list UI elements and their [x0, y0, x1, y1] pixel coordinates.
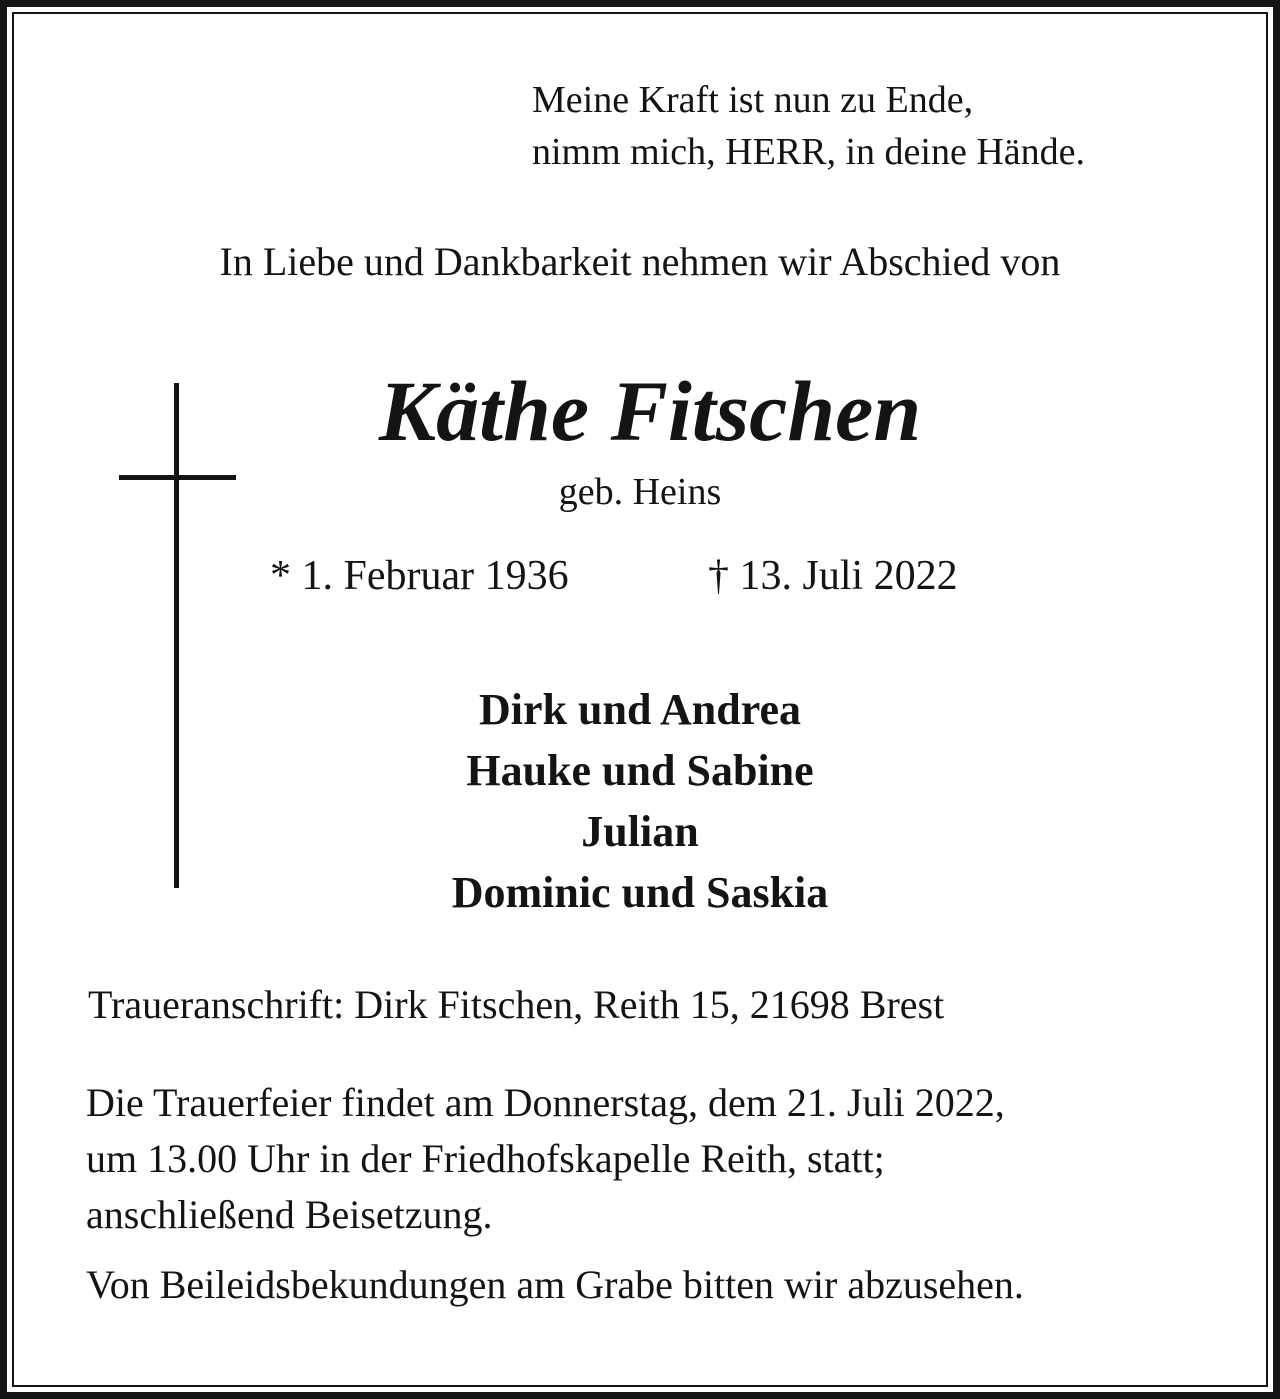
birth-name: geb. Heins: [558, 471, 722, 513]
verse-line-2: nimm mich, HERR, in deine Hände.: [532, 131, 1086, 173]
deceased-name: Käthe Fitschen: [378, 363, 922, 459]
ceremony-line-2: um 13.00 Uhr in der Friedhofskapelle Reith, statt;: [86, 1136, 885, 1181]
verse-line-1: Meine Kraft ist nun zu Ende,: [532, 79, 974, 121]
ceremony-line-3: anschließend Beisetzung.: [86, 1192, 493, 1237]
mourner-line: Dominic und Saskia: [451, 868, 829, 917]
death-date: † 13. Juli 2022: [708, 553, 958, 599]
ceremony-line-1: Die Trauerfeier findet am Donnerstag, dem 21. Juli 2022,: [86, 1080, 1005, 1125]
intro-text: In Liebe und Dankbarkeit nehmen wir Abschied von: [219, 239, 1061, 284]
mourner-line: Dirk und Andrea: [479, 685, 801, 734]
closing-note: Von Beileidsbekundungen am Grabe bitten wir abzusehen.: [86, 1262, 1024, 1307]
mourning-address: Traueranschrift: Dirk Fitschen, Reith 15, 21698 Brest: [88, 982, 945, 1027]
mourner-line: Hauke und Sabine: [466, 746, 814, 795]
mourner-line: Julian: [581, 807, 699, 856]
birth-date: * 1. Februar 1936: [270, 553, 569, 599]
